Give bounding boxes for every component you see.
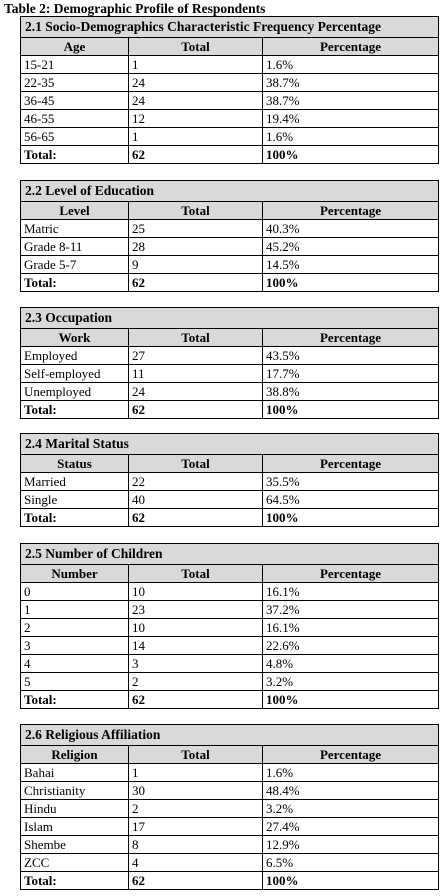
table-cell: Self-employed <box>21 365 129 383</box>
table-row <box>21 92 439 110</box>
total-cell: Total: <box>21 274 129 292</box>
column-header: Total <box>129 565 263 583</box>
table-cell: 4 <box>21 655 129 673</box>
total-cell: 62 <box>129 401 263 419</box>
total-cell: 100% <box>263 274 439 292</box>
table-row <box>21 365 439 383</box>
table-cell: 36-45 <box>21 92 129 110</box>
table-row <box>21 220 439 238</box>
table-cell: 17 <box>129 818 263 836</box>
total-row <box>21 691 439 709</box>
section-heading: 2.5 Number of Children <box>21 544 439 565</box>
table-cell: 24 <box>129 74 263 92</box>
table-cell: 16.1% <box>263 583 439 601</box>
table-title: Table 2: Demographic Profile of Respondents <box>4 1 266 16</box>
demographic-table-2 <box>20 180 439 292</box>
total-row <box>21 509 439 527</box>
table-cell: 40 <box>129 491 263 509</box>
section-heading-row <box>21 17 439 38</box>
section-heading-row <box>21 434 439 455</box>
column-header: Percentage <box>263 202 439 220</box>
table-cell: 30 <box>129 782 263 800</box>
table-cell: 6.5% <box>263 854 439 872</box>
table-cell: Grade 8-11 <box>21 238 129 256</box>
column-header: Work <box>21 329 129 347</box>
demographic-table-3 <box>20 307 439 419</box>
table-cell: 0 <box>21 583 129 601</box>
table-cell: 19.4% <box>263 110 439 128</box>
total-cell: 62 <box>129 691 263 709</box>
table-cell: 3 <box>129 655 263 673</box>
table-cell: 38.7% <box>263 74 439 92</box>
table-cell: 2 <box>129 800 263 818</box>
section-heading-row <box>21 181 439 202</box>
table-row <box>21 619 439 637</box>
section-heading: 2.6 Religious Affiliation <box>21 725 439 746</box>
column-header: Percentage <box>263 455 439 473</box>
table-cell: 2 <box>21 619 129 637</box>
table-cell: 43.5% <box>263 347 439 365</box>
table-cell: 3.2% <box>263 800 439 818</box>
table-cell: 27 <box>129 347 263 365</box>
section-heading-row <box>21 725 439 746</box>
demographic-table-5 <box>20 543 439 709</box>
table-cell: Matric <box>21 220 129 238</box>
table-cell: 17.7% <box>263 365 439 383</box>
table-cell: 15-21 <box>21 56 129 74</box>
column-header: Percentage <box>263 329 439 347</box>
table-cell: 5 <box>21 673 129 691</box>
table-cell: 1.6% <box>263 764 439 782</box>
table-row <box>21 854 439 872</box>
section-heading: 2.2 Level of Education <box>21 181 439 202</box>
column-header: Total <box>129 202 263 220</box>
section-heading-row <box>21 544 439 565</box>
column-header: Status <box>21 455 129 473</box>
table-cell: Hindu <box>21 800 129 818</box>
table-cell: 22.6% <box>263 637 439 655</box>
table-cell: 56-65 <box>21 128 129 146</box>
total-cell: 100% <box>263 872 439 890</box>
table-cell: 28 <box>129 238 263 256</box>
column-header: Level <box>21 202 129 220</box>
table-cell: 1.6% <box>263 128 439 146</box>
total-cell: Total: <box>21 401 129 419</box>
column-header: Percentage <box>263 565 439 583</box>
table-cell: 16.1% <box>263 619 439 637</box>
column-header-row <box>21 746 439 764</box>
column-header-row <box>21 202 439 220</box>
total-cell: 62 <box>129 872 263 890</box>
column-header: Number <box>21 565 129 583</box>
table-cell: 45.2% <box>263 238 439 256</box>
demographic-table-1 <box>20 16 439 164</box>
total-row <box>21 274 439 292</box>
table-cell: Single <box>21 491 129 509</box>
table-cell: 14 <box>129 637 263 655</box>
column-header: Religion <box>21 746 129 764</box>
table-cell: Grade 5-7 <box>21 256 129 274</box>
table-cell: 38.7% <box>263 92 439 110</box>
table-cell: 10 <box>129 619 263 637</box>
table-cell: Shembe <box>21 836 129 854</box>
table-cell: 3 <box>21 637 129 655</box>
table-row <box>21 256 439 274</box>
column-header: Total <box>129 329 263 347</box>
table-cell: 1 <box>21 601 129 619</box>
total-row <box>21 872 439 890</box>
table-cell: Islam <box>21 818 129 836</box>
table-row <box>21 238 439 256</box>
total-cell: 100% <box>263 509 439 527</box>
column-header: Percentage <box>263 746 439 764</box>
total-row <box>21 146 439 164</box>
table-cell: 14.5% <box>263 256 439 274</box>
column-header-row <box>21 455 439 473</box>
total-cell: Total: <box>21 872 129 890</box>
table-row <box>21 782 439 800</box>
section-heading-row <box>21 308 439 329</box>
total-cell: 62 <box>129 274 263 292</box>
table-row <box>21 347 439 365</box>
table-row <box>21 818 439 836</box>
table-cell: Employed <box>21 347 129 365</box>
total-cell: 62 <box>129 146 263 164</box>
table-cell: 64.5% <box>263 491 439 509</box>
section-heading: 2.4 Marital Status <box>21 434 439 455</box>
column-header: Total <box>129 746 263 764</box>
table-cell: Christianity <box>21 782 129 800</box>
table-cell: 4.8% <box>263 655 439 673</box>
total-cell: Total: <box>21 146 129 164</box>
table-row <box>21 655 439 673</box>
total-cell: Total: <box>21 509 129 527</box>
table-row <box>21 637 439 655</box>
table-cell: 1 <box>129 764 263 782</box>
table-cell: 4 <box>129 854 263 872</box>
table-cell: 10 <box>129 583 263 601</box>
table-cell: 12.9% <box>263 836 439 854</box>
column-header-row <box>21 329 439 347</box>
demographic-table-6 <box>20 724 439 890</box>
table-row <box>21 836 439 854</box>
total-cell: Total: <box>21 691 129 709</box>
table-cell: 46-55 <box>21 110 129 128</box>
table-row <box>21 583 439 601</box>
table-row <box>21 601 439 619</box>
demographic-table-4 <box>20 433 439 527</box>
table-cell: 24 <box>129 92 263 110</box>
table-cell: 11 <box>129 365 263 383</box>
table-cell: 25 <box>129 220 263 238</box>
table-row <box>21 74 439 92</box>
column-header: Total <box>129 455 263 473</box>
table-cell: Unemployed <box>21 383 129 401</box>
total-row <box>21 401 439 419</box>
table-cell: 35.5% <box>263 473 439 491</box>
table-cell: 1 <box>129 56 263 74</box>
table-cell: 40.3% <box>263 220 439 238</box>
table-cell: 48.4% <box>263 782 439 800</box>
column-header-row <box>21 565 439 583</box>
total-cell: 62 <box>129 509 263 527</box>
table-cell: 22 <box>129 473 263 491</box>
table-row <box>21 491 439 509</box>
table-cell: 23 <box>129 601 263 619</box>
table-row <box>21 128 439 146</box>
table-cell: 38.8% <box>263 383 439 401</box>
table-cell: ZCC <box>21 854 129 872</box>
table-cell: 3.2% <box>263 673 439 691</box>
table-row <box>21 473 439 491</box>
total-cell: 100% <box>263 691 439 709</box>
table-cell: 22-35 <box>21 74 129 92</box>
table-cell: Bahai <box>21 764 129 782</box>
table-cell: 1 <box>129 128 263 146</box>
table-row <box>21 110 439 128</box>
table-cell: 27.4% <box>263 818 439 836</box>
column-header: Percentage <box>263 38 439 56</box>
section-heading: 2.1 Socio-Demographics Characteristic Frequency Percentage <box>21 17 439 38</box>
table-row <box>21 800 439 818</box>
table-cell: 24 <box>129 383 263 401</box>
section-heading: 2.3 Occupation <box>21 308 439 329</box>
table-cell: 12 <box>129 110 263 128</box>
table-cell: 37.2% <box>263 601 439 619</box>
column-header: Total <box>129 38 263 56</box>
column-header-row <box>21 38 439 56</box>
column-header: Age <box>21 38 129 56</box>
table-row <box>21 56 439 74</box>
table-row <box>21 383 439 401</box>
table-cell: 2 <box>129 673 263 691</box>
table-row <box>21 764 439 782</box>
table-cell: 9 <box>129 256 263 274</box>
table-cell: 8 <box>129 836 263 854</box>
total-cell: 100% <box>263 401 439 419</box>
table-row <box>21 673 439 691</box>
table-cell: Married <box>21 473 129 491</box>
table-cell: 1.6% <box>263 56 439 74</box>
total-cell: 100% <box>263 146 439 164</box>
